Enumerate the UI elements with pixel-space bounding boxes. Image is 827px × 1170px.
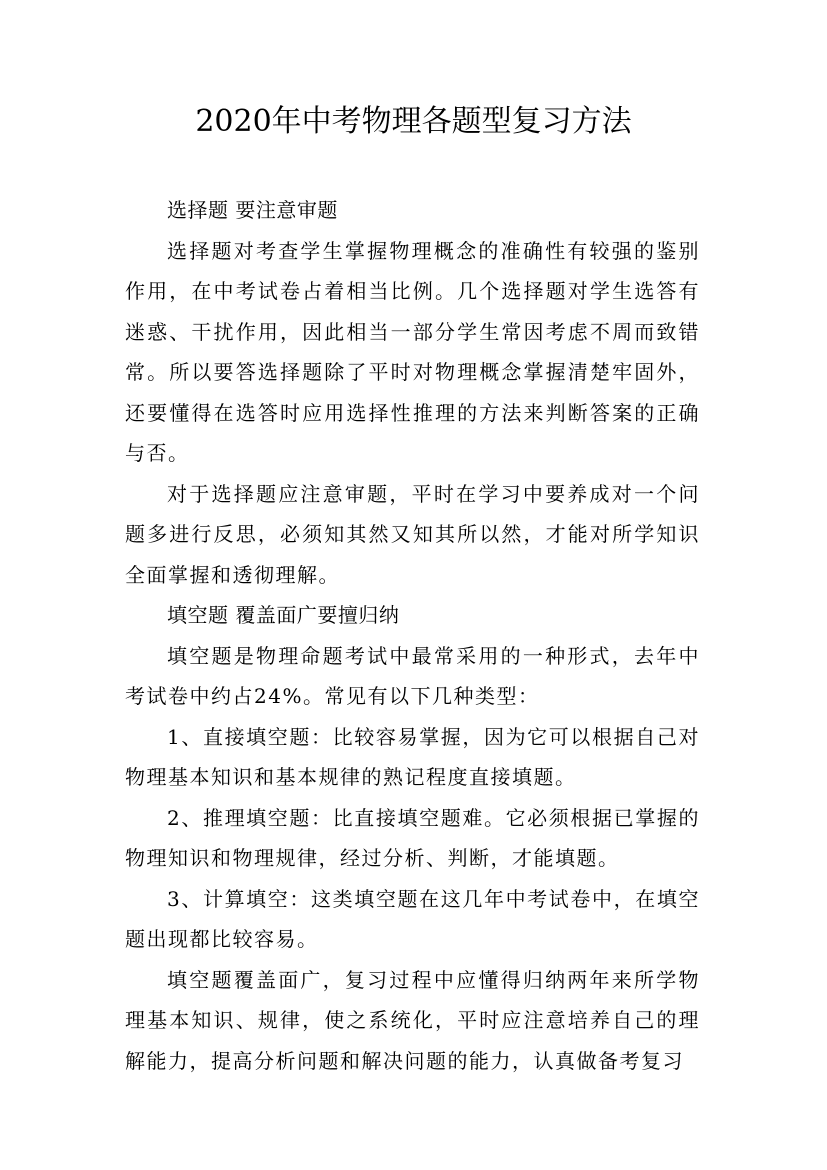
list-item-reasoning-fill: 2、推理填空题：比直接填空题难。它必须根据已掌握的物理知识和物理规律，经过分析、判断，才能填题。 — [125, 805, 700, 870]
list-item-calculation-fill: 3、计算填空：这类填空题在这几年中考试卷中，在填空题出现都比较容易。 — [125, 886, 700, 951]
section-heading-fill-blank: 填空题 覆盖面广要擅归纳 — [167, 603, 400, 627]
paragraph-fill-blank-advice: 填空题覆盖面广，复习过程中应懂得归纳两年来所学物理基本知识、规律，使之系统化，平时应注意培养自己的理解能力，提高分析问题和解决问题的能力，认真做备考复习 — [125, 967, 700, 1073]
paragraph-choice-intro: 选择题对考查学生掌握物理概念的准确性有较强的鉴别作用，在中考试卷占着相当比例。几个选择题对学生选答有迷惑、干扰作用，因此相当一部分学生常因考虑不周而致错常。所以要答选择题除了平时对物理概念掌握清楚牢固外，还要懂得在选答时应用选择性推理的方法来判断答案的正确与否。 — [125, 238, 700, 465]
paragraph-choice-advice: 对于选择题应注意审题，平时在学习中要养成对一个问题多进行反思，必须知其然又知其所以然，才能对所学知识全面掌握和透彻理解。 — [125, 481, 700, 587]
document-title: 2020年中考物理各题型复习方法 — [195, 104, 632, 139]
section-heading-choice: 选择题 要注意审题 — [167, 198, 338, 222]
paragraph-fill-blank-intro: 填空题是物理命题考试中最常采用的一种形式，去年中考试卷中约占24%。常见有以下几种类型： — [125, 643, 700, 708]
list-item-direct-fill: 1、直接填空题：比较容易掌握，因为它可以根据自己对物理基本知识和基本规律的熟记程度直接填题。 — [125, 724, 700, 789]
document-body — [125, 190, 700, 1081]
